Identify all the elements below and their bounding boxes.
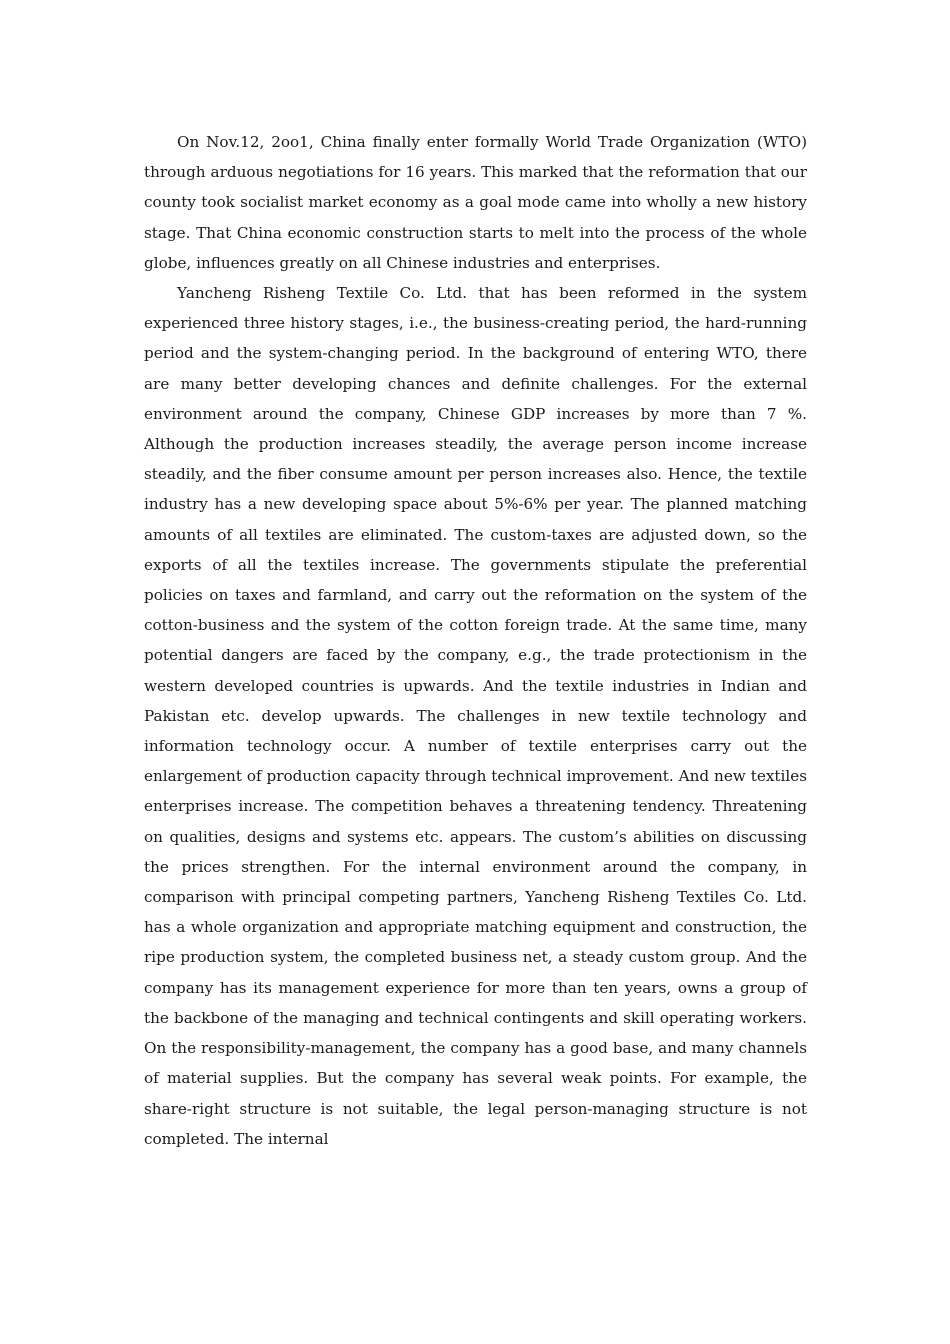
body-text <box>144 127 807 1154</box>
paragraph-wto-entry: On Nov.12, 2oo1, China finally enter formally World Trade Organization (WTO) through arduous negotiations for 16 years. This marked that the reformation that our county took socialist market economy as a goal mode came into wholly a new history stage. That China economic construction starts to melt into the process of the whole globe, influences greatly on all Chinese industries and enterprises. <box>144 133 807 272</box>
paragraph-company-environment: Yancheng Risheng Textile Co. Ltd. that has been reformed in the system experienced three history stages, i.e., the business-creating period, the hard-running period and the system-changing period. In the background of entering WTO, there are many better developing chances and definite challenges. For the external environment around the company, Chinese GDP increases by more than 7 %. Although the production increases steadily, the average person income increase steadily, and the fiber consume amount per person increases also. Hence, the textile industry has a new developing space about 5%-6% per year. The planned matching amounts of all textiles are eliminated. The custom-taxes are adjusted down, so the exports of all the textiles increase. The governments stipulate the preferential policies on taxes and farmland, and carry out the reformation on the system of the cotton-business and the system of the cotton foreign trade. At the same time, many potential dangers are faced by the company, e.g., the trade protectionism in the western developed countries is upwards. And the textile industries in Indian and Pakistan etc. develop upwards. The challenges in new textile technology and information technology occur. A number of textile enterprises carry out the enlargement of production capacity through technical improvement. And new textiles enterprises increase. The competition behaves a threatening tendency. Threatening on qualities, designs and systems etc. appears. The custom’s abilities on discussing the prices strengthen. For the internal environment around the company, in comparison with principal competing partners, Yancheng Risheng Textiles Co. Ltd. has a whole organization and appropriate matching equipment and construction, the ripe production system, the completed business net, a steady custom group. And the company has its management experience for more than ten years, owns a group of the backbone of the managing and technical contingents and skill operating workers. On the responsibility-management, the company has a good base, and many channels of material supplies. But the company has several weak points. For example, the share-right structure is not suitable, the legal person-managing structure is not completed. The internal <box>144 284 807 1148</box>
